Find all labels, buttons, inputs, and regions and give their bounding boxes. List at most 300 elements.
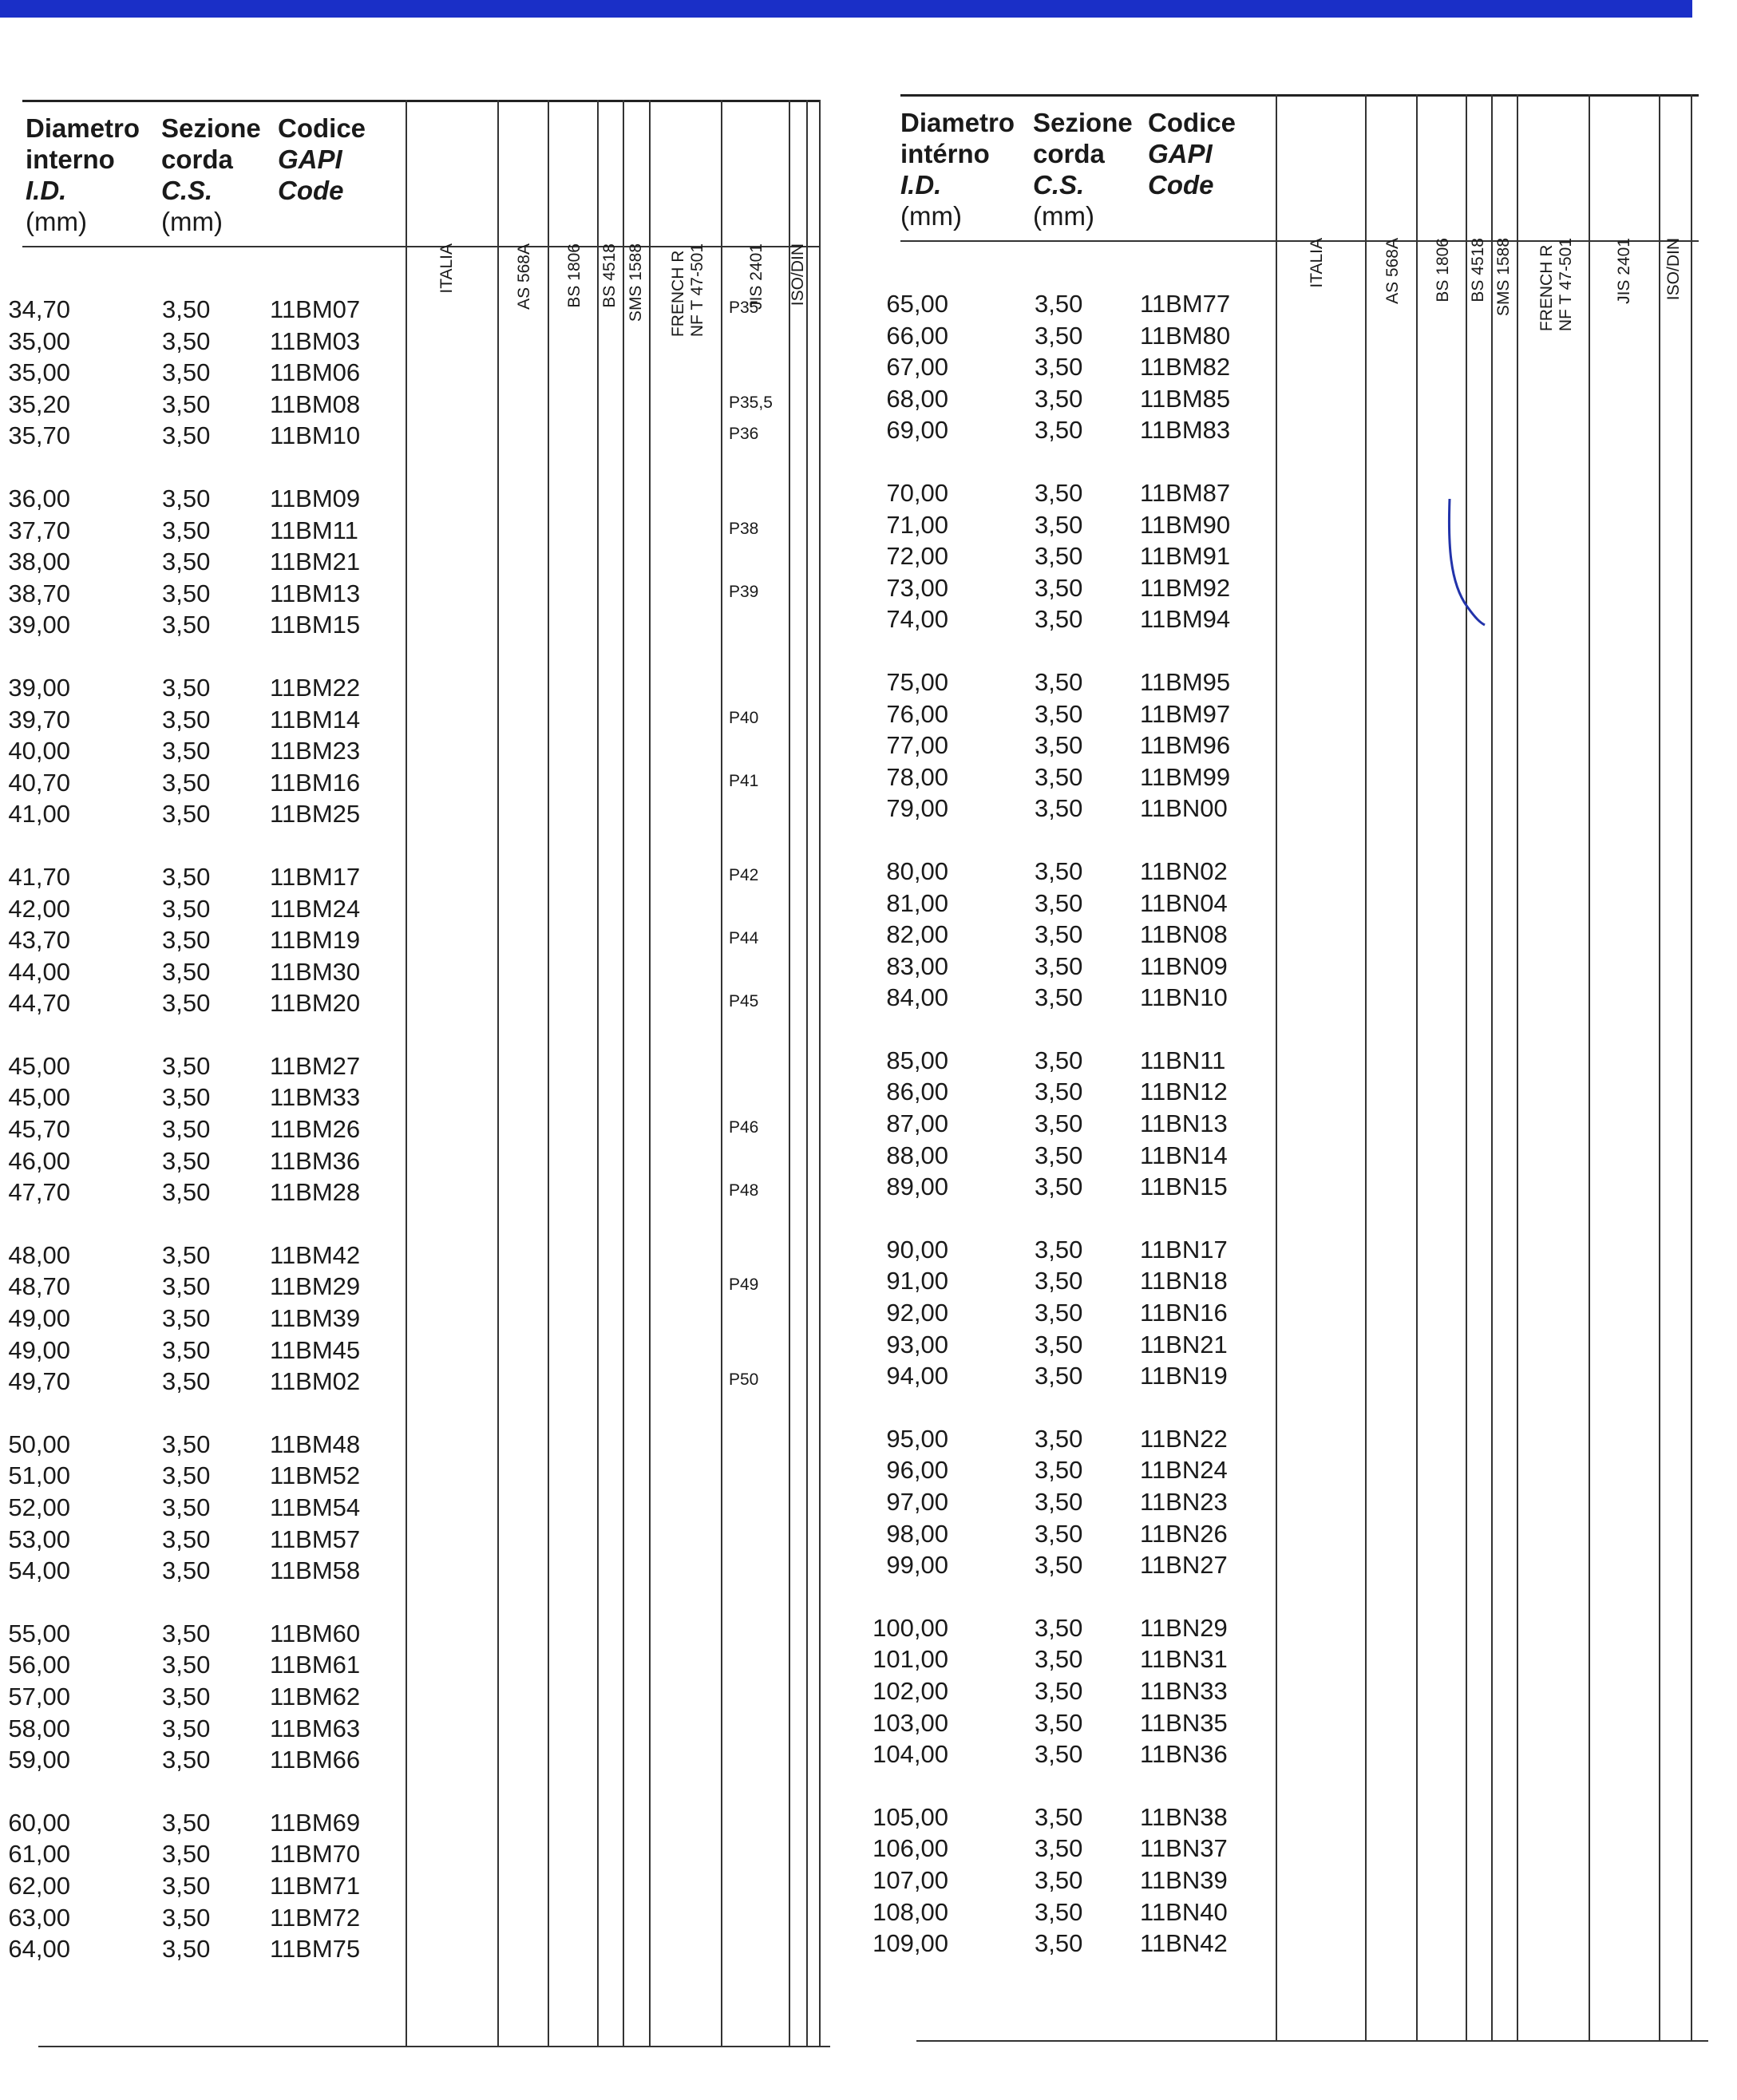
cell-inner-diameter: 61,00 [8,1840,70,1869]
cell-gapi-code: 11BN26 [1140,1519,1228,1548]
header-cross-section: Sezione corda C.S. (mm) [1033,108,1133,231]
cell-gapi-code: 11BN38 [1140,1802,1228,1831]
column-divider [1491,94,1493,2042]
cell-cross-section: 3,50 [162,1367,211,1396]
cell-gapi-code: 11BM29 [270,1272,361,1301]
cell-cross-section: 3,50 [162,926,211,955]
cell-cross-section: 3,50 [1035,951,1083,980]
cell-inner-diameter: 99,00 [886,1551,948,1580]
cell-gapi-code: 11BM58 [270,1556,361,1585]
cell-gapi-code: 11BM20 [270,989,361,1018]
cell-cross-section: 3,50 [1035,1424,1083,1453]
cell-jis-2401: P39 [729,582,759,601]
cell-jis-2401: P40 [729,708,759,727]
cell-gapi-code: 11BM26 [270,1115,361,1144]
cell-cross-section: 3,50 [162,390,211,418]
cell-inner-diameter: 89,00 [886,1173,948,1201]
cell-cross-section: 3,50 [1035,1551,1083,1580]
cell-cross-section: 3,50 [162,548,211,576]
cell-inner-diameter: 79,00 [886,794,948,823]
cell-gapi-code: 11BN27 [1140,1551,1228,1580]
cell-gapi-code: 11BM77 [1140,290,1231,318]
cell-cross-section: 3,50 [1035,510,1083,539]
cell-gapi-code: 11BM30 [270,957,361,986]
cell-inner-diameter: 35,00 [8,358,70,387]
cell-inner-diameter: 74,00 [886,605,948,634]
cell-gapi-code: 11BN02 [1140,856,1228,885]
cell-cross-section: 3,50 [162,1682,211,1710]
cell-gapi-code: 11BM95 [1140,667,1231,696]
cell-cross-section: 3,50 [1035,667,1083,696]
cell-cross-section: 3,50 [1035,1865,1083,1894]
cell-cross-section: 3,50 [162,1083,211,1112]
cell-gapi-code: 11BM24 [270,894,361,923]
cell-inner-diameter: 71,00 [886,510,948,539]
cell-gapi-code: 11BM91 [1140,542,1231,571]
cell-cross-section: 3,50 [162,611,211,639]
cell-inner-diameter: 104,00 [872,1740,948,1769]
cell-inner-diameter: 91,00 [886,1267,948,1295]
cell-inner-diameter: 35,70 [8,421,70,450]
cell-cross-section: 3,50 [1035,1456,1083,1485]
column-divider [789,100,790,2047]
cell-cross-section: 3,50 [1035,1046,1083,1074]
column-divider [497,100,499,2047]
cell-gapi-code: 11BN09 [1140,951,1228,980]
cell-cross-section: 3,50 [162,295,211,323]
cell-inner-diameter: 107,00 [872,1865,948,1894]
cell-cross-section: 3,50 [162,1714,211,1742]
cell-inner-diameter: 96,00 [886,1456,948,1485]
table-top-rule [900,94,1699,97]
cell-gapi-code: 11BM39 [270,1304,361,1333]
cell-cross-section: 3,50 [162,862,211,891]
cell-cross-section: 3,50 [162,1430,211,1458]
cell-cross-section: 3,50 [1035,1802,1083,1831]
cell-gapi-code: 11BM63 [270,1714,361,1742]
cell-inner-diameter: 86,00 [886,1078,948,1106]
cell-inner-diameter: 63,00 [8,1903,70,1932]
column-divider [721,100,722,2047]
cell-gapi-code: 11BM52 [270,1461,361,1490]
cell-gapi-code: 11BM17 [270,862,361,891]
cell-cross-section: 3,50 [1035,1834,1083,1863]
cell-inner-diameter: 48,00 [8,1240,70,1269]
cell-cross-section: 3,50 [162,1525,211,1553]
cell-gapi-code: 11BM60 [270,1619,361,1647]
cell-gapi-code: 11BN39 [1140,1865,1228,1894]
cell-inner-diameter: 41,70 [8,862,70,891]
cell-inner-diameter: 51,00 [8,1461,70,1490]
cell-gapi-code: 11BM14 [270,705,361,734]
cell-gapi-code: 11BN16 [1140,1299,1228,1327]
cell-inner-diameter: 60,00 [8,1808,70,1837]
cell-gapi-code: 11BM23 [270,737,361,765]
cell-cross-section: 3,50 [1035,1362,1083,1390]
cell-inner-diameter: 45,70 [8,1115,70,1144]
column-divider [1517,94,1518,2042]
cell-inner-diameter: 100,00 [872,1613,948,1642]
cell-inner-diameter: 50,00 [8,1430,70,1458]
cell-gapi-code: 11BN33 [1140,1676,1228,1705]
header-inner-diameter: Diametro interno I.D. (mm) [26,113,140,236]
cell-cross-section: 3,50 [162,484,211,512]
cell-gapi-code: 11BN42 [1140,1929,1228,1958]
cell-jis-2401: P35 [729,299,759,317]
cell-gapi-code: 11BN00 [1140,794,1228,823]
cell-gapi-code: 11BN12 [1140,1078,1228,1106]
cell-gapi-code: 11BM90 [1140,510,1231,539]
cell-gapi-code: 11BN23 [1140,1488,1228,1516]
cell-gapi-code: 11BN10 [1140,983,1228,1012]
cell-gapi-code: 11BM69 [270,1808,361,1837]
cell-cross-section: 3,50 [1035,1488,1083,1516]
cell-cross-section: 3,50 [1035,888,1083,917]
column-divider [1365,94,1367,2042]
cell-inner-diameter: 72,00 [886,542,948,571]
cell-inner-diameter: 78,00 [886,762,948,791]
cell-gapi-code: 11BN13 [1140,1109,1228,1138]
cell-inner-diameter: 62,00 [8,1871,70,1900]
cell-inner-diameter: 47,70 [8,1178,70,1207]
cell-gapi-code: 11BM75 [270,1935,361,1964]
cell-cross-section: 3,50 [162,1146,211,1175]
cell-cross-section: 3,50 [1035,1235,1083,1264]
cell-cross-section: 3,50 [162,768,211,797]
cell-gapi-code: 11BN14 [1140,1141,1228,1169]
cell-cross-section: 3,50 [162,989,211,1018]
cell-jis-2401: P36 [729,425,759,444]
cell-cross-section: 3,50 [1035,1613,1083,1642]
cell-jis-2401: P41 [729,771,759,790]
cell-cross-section: 3,50 [1035,983,1083,1012]
cell-gapi-code: 11BN21 [1140,1330,1228,1358]
cell-inner-diameter: 101,00 [872,1645,948,1674]
cell-inner-diameter: 39,00 [8,611,70,639]
cell-cross-section: 3,50 [1035,1708,1083,1737]
cell-cross-section: 3,50 [162,326,211,355]
cell-cross-section: 3,50 [1035,1078,1083,1106]
cell-gapi-code: 11BM66 [270,1746,361,1774]
cell-inner-diameter: 87,00 [886,1109,948,1138]
cell-cross-section: 3,50 [1035,794,1083,823]
cell-inner-diameter: 39,00 [8,673,70,702]
cell-jis-2401: P48 [729,1181,759,1200]
header-gapi-code: Codice GAPI Code [1148,108,1236,200]
right-table: Diametro intérno I.D. (mm) Sezione corda C.S. (mm) Codice GAPI Code ITALIA AS 568A BS 1806 BS 4518 SMS 1588 FRENCH R NF T 47-501 JIS 2401 ISO/DIN 65,00 3,50 11BM77 66,00 3,50 11BM80 67,00 3,50 11BM82 68,00 3,50 11BM85 69,00 3,50 11BM83 70,00 3,50 11BM87 71,00 3,50 11BM90 72,00 3,50 11BM91 73,00 3,50 11BM92 74,00 3,50 11BM94 75,00 3,50 11BM95 76,00 3,50 11BM97 77,00 3,50 11BM96 78,00 3,50 11BM99 79,00 3,50 11BN00 80,00 3,50 11BN02 81,00 3,50 11BN04 82,00 3,50 11BN08 83,00 3,50 11BN09 84,00 3,50 11BN10 85,00 3,50 11BN11 86,00 3,50 11BN12 87,00 3,50 11BN13 88,00 3,50 11BN14 89,00 3,50 11BN15 90,00 3,50 11BN17 91,00 3,50 11BN18 92,00 3,50 11BN16 93,00 3,50 11BN21 94,00 3,50 11BN19 95,00 3,50 11BN22 96,00 3,50 11BN24 97,00 3,50 11BN23 98,00 3,50 11BN26 99,00 3,50 11BN27 100,00 3,50 11BN29 101,00 3,50 11BN31 102,00 3,50 11BN33 103,00 3,50 11BN35 104,00 3,50 11BN36 105,00 3,50 11BN38 106,00 3,50 11BN37 107,00 3,50 11BN39 108,00 3,50 11BN40 109,00 3,50 11BN42 [900,94,1699,2042]
cell-cross-section: 3,50 [162,1493,211,1521]
cell-cross-section: 3,50 [1035,1645,1083,1674]
cell-inner-diameter: 57,00 [8,1682,70,1710]
cell-cross-section: 3,50 [162,737,211,765]
cell-gapi-code: 11BN31 [1140,1645,1228,1674]
cell-cross-section: 3,50 [1035,416,1083,445]
cell-cross-section: 3,50 [1035,1929,1083,1958]
cell-inner-diameter: 55,00 [8,1619,70,1647]
cell-inner-diameter: 103,00 [872,1708,948,1737]
cell-jis-2401: P50 [729,1370,759,1390]
cell-cross-section: 3,50 [1035,1141,1083,1169]
column-divider [597,100,599,2047]
cell-gapi-code: 11BN22 [1140,1424,1228,1453]
cell-cross-section: 3,50 [1035,573,1083,602]
cell-gapi-code: 11BM03 [270,326,361,355]
header-gapi-code: Codice GAPI Code [278,113,366,205]
cell-gapi-code: 11BM82 [1140,353,1231,382]
header-cross-section: Sezione corda C.S. (mm) [161,113,261,236]
cell-gapi-code: 11BM94 [1140,605,1231,634]
top-blue-bar [0,0,1692,18]
cell-inner-diameter: 95,00 [886,1424,948,1453]
cell-inner-diameter: 90,00 [886,1235,948,1264]
cell-cross-section: 3,50 [1035,1740,1083,1769]
cell-inner-diameter: 77,00 [886,731,948,760]
cell-gapi-code: 11BM10 [270,421,361,450]
cell-cross-section: 3,50 [162,1051,211,1080]
cell-gapi-code: 11BM19 [270,926,361,955]
cell-gapi-code: 11BM99 [1140,762,1231,791]
cell-inner-diameter: 66,00 [886,321,948,350]
cell-gapi-code: 11BM11 [270,516,358,544]
cell-inner-diameter: 106,00 [872,1834,948,1863]
cell-cross-section: 3,50 [1035,353,1083,382]
cell-gapi-code: 11BM45 [270,1335,361,1364]
cell-inner-diameter: 105,00 [872,1802,948,1831]
cell-inner-diameter: 88,00 [886,1141,948,1169]
cell-gapi-code: 11BM16 [270,768,361,797]
cell-cross-section: 3,50 [1035,1897,1083,1926]
cell-gapi-code: 11BN40 [1140,1897,1228,1926]
cell-cross-section: 3,50 [1035,1109,1083,1138]
column-divider [548,100,549,2047]
cell-gapi-code: 11BM07 [270,295,361,323]
cell-gapi-code: 11BM48 [270,1430,361,1458]
cell-inner-diameter: 49,70 [8,1367,70,1396]
cell-cross-section: 3,50 [162,1871,211,1900]
cell-inner-diameter: 75,00 [886,667,948,696]
cell-inner-diameter: 46,00 [8,1146,70,1175]
pen-mark [1445,495,1493,639]
cell-gapi-code: 11BM83 [1140,416,1231,445]
column-divider [1691,94,1692,2042]
column-divider [1589,94,1590,2042]
cell-inner-diameter: 53,00 [8,1525,70,1553]
cell-inner-diameter: 36,00 [8,484,70,512]
cell-cross-section: 3,50 [162,1556,211,1585]
cell-inner-diameter: 52,00 [8,1493,70,1521]
cell-inner-diameter: 85,00 [886,1046,948,1074]
cell-gapi-code: 11BN15 [1140,1173,1228,1201]
cell-cross-section: 3,50 [162,1178,211,1207]
column-divider [623,100,624,2047]
cell-gapi-code: 11BM09 [270,484,361,512]
cell-inner-diameter: 67,00 [886,353,948,382]
cell-cross-section: 3,50 [1035,1267,1083,1295]
cell-inner-diameter: 42,00 [8,894,70,923]
cell-gapi-code: 11BM42 [270,1240,361,1269]
cell-inner-diameter: 59,00 [8,1746,70,1774]
cell-inner-diameter: 43,70 [8,926,70,955]
cell-cross-section: 3,50 [1035,731,1083,760]
cell-gapi-code: 11BM97 [1140,699,1231,728]
cell-gapi-code: 11BN19 [1140,1362,1228,1390]
cell-cross-section: 3,50 [1035,384,1083,413]
cell-cross-section: 3,50 [162,516,211,544]
cell-gapi-code: 11BN24 [1140,1456,1228,1485]
cell-inner-diameter: 49,00 [8,1335,70,1364]
column-divider [1659,94,1660,2042]
cell-gapi-code: 11BN35 [1140,1708,1228,1737]
cell-cross-section: 3,50 [162,1115,211,1144]
cell-cross-section: 3,50 [1035,699,1083,728]
cell-cross-section: 3,50 [162,1746,211,1774]
cell-inner-diameter: 69,00 [886,416,948,445]
cell-inner-diameter: 102,00 [872,1676,948,1705]
cell-inner-diameter: 45,00 [8,1051,70,1080]
cell-inner-diameter: 83,00 [886,951,948,980]
cell-cross-section: 3,50 [162,1935,211,1964]
header-rule [900,240,1699,242]
cell-gapi-code: 11BM87 [1140,478,1231,507]
cell-cross-section: 3,50 [1035,605,1083,634]
cell-cross-section: 3,50 [1035,1299,1083,1327]
cell-cross-section: 3,50 [162,579,211,607]
cell-cross-section: 3,50 [162,421,211,450]
cell-gapi-code: 11BN08 [1140,920,1228,949]
cell-gapi-code: 11BN18 [1140,1267,1228,1295]
cell-inner-diameter: 70,00 [886,478,948,507]
cell-inner-diameter: 56,00 [8,1651,70,1679]
cell-gapi-code: 11BM54 [270,1493,361,1521]
cell-gapi-code: 11BN17 [1140,1235,1228,1264]
cell-gapi-code: 11BM92 [1140,573,1231,602]
cell-gapi-code: 11BN36 [1140,1740,1228,1769]
cell-cross-section: 3,50 [162,1304,211,1333]
cell-inner-diameter: 38,70 [8,579,70,607]
cell-cross-section: 3,50 [162,1461,211,1490]
cell-gapi-code: 11BM27 [270,1051,361,1080]
cell-inner-diameter: 97,00 [886,1488,948,1516]
cell-gapi-code: 11BM21 [270,548,361,576]
cell-cross-section: 3,50 [1035,1676,1083,1705]
cell-inner-diameter: 65,00 [886,290,948,318]
cell-gapi-code: 11BN29 [1140,1613,1228,1642]
cell-cross-section: 3,50 [1035,478,1083,507]
cell-gapi-code: 11BN11 [1140,1046,1226,1074]
cell-cross-section: 3,50 [162,894,211,923]
cell-inner-diameter: 58,00 [8,1714,70,1742]
cell-cross-section: 3,50 [162,800,211,829]
cell-jis-2401: P46 [729,1118,759,1137]
cell-gapi-code: 11BM70 [270,1840,361,1869]
cell-cross-section: 3,50 [1035,762,1083,791]
cell-gapi-code: 11BM71 [270,1871,361,1900]
left-table: Diametro interno I.D. (mm) Sezione corda C.S. (mm) Codice GAPI Code ITALIA AS 568A BS 1806 BS 4518 SMS 1588 FRENCH R NF T 47-501 JIS 2401 ISO/DIN 34,70 3,50 11BM07 P35 35,00 3,50 11BM03 35,00 3,50 11BM06 35,20 3,50 11BM08 P35,5 35,70 3,50 11BM10 P36 36,00 3,50 11BM09 37,70 3,50 11BM11 P38 38,00 3,50 11BM21 38,70 3,50 11BM13 P39 39,00 3,50 11BM15 39,00 3,50 11BM22 39,70 3,50 11BM14 P40 40,00 3,50 11BM23 40,70 3,50 11BM16 P41 41,00 3,50 11BM25 41,70 3,50 11BM17 P42 42,00 3,50 11BM24 43,70 3,50 11BM19 P44 44,00 3,50 11BM30 44,70 3,50 11BM20 P45 45,00 3,50 11BM27 45,00 3,50 11BM33 45,70 3,50 11BM26 P46 46,00 3,50 11BM36 47,70 3,50 11BM28 P48 48,00 3,50 11BM42 48,70 3,50 11BM29 P49 49,00 3,50 11BM39 49,00 3,50 11BM45 49,70 3,50 11BM02 P50 50,00 3,50 11BM48 51,00 3,50 11BM52 52,00 3,50 11BM54 53,00 3,50 11BM57 54,00 3,50 11BM58 55,00 3,50 11BM60 56,00 3,50 11BM61 57,00 3,50 11BM62 58,00 3,50 11BM63 59,00 3,50 11BM66 60,00 3,50 11BM69 61,00 3,50 11BM70 62,00 3,50 11BM71 63,00 3,50 11BM72 64,00 3,50 11BM75 [22,100,821,2047]
column-divider [649,100,651,2047]
cell-inner-diameter: 92,00 [886,1299,948,1327]
cell-inner-diameter: 48,70 [8,1272,70,1301]
cell-gapi-code: 11BN04 [1140,888,1228,917]
cell-cross-section: 3,50 [1035,321,1083,350]
cell-cross-section: 3,50 [1035,856,1083,885]
cell-jis-2401: P42 [729,865,759,884]
cell-gapi-code: 11BM33 [270,1083,361,1112]
column-divider [1416,94,1418,2042]
cell-cross-section: 3,50 [162,1808,211,1837]
cell-inner-diameter: 64,00 [8,1935,70,1964]
cell-inner-diameter: 37,70 [8,516,70,544]
table-top-rule [22,100,821,102]
column-divider [1276,94,1277,2042]
cell-gapi-code: 11BM36 [270,1146,361,1175]
column-divider [406,100,407,2047]
cell-gapi-code: 11BM28 [270,1178,361,1207]
cell-gapi-code: 11BM25 [270,800,361,829]
cell-gapi-code: 11BN37 [1140,1834,1228,1863]
cell-inner-diameter: 40,70 [8,768,70,797]
cell-jis-2401: P49 [729,1275,759,1295]
cell-inner-diameter: 44,00 [8,957,70,986]
cell-gapi-code: 11BM85 [1140,384,1231,413]
cell-jis-2401: P38 [729,519,759,538]
cell-cross-section: 3,50 [162,957,211,986]
cell-gapi-code: 11BM02 [270,1367,361,1396]
cell-inner-diameter: 44,70 [8,989,70,1018]
cell-cross-section: 3,50 [162,1903,211,1932]
cell-gapi-code: 11BM62 [270,1682,361,1710]
cell-inner-diameter: 38,00 [8,548,70,576]
cell-inner-diameter: 108,00 [872,1897,948,1926]
cell-cross-section: 3,50 [1035,1173,1083,1201]
cell-cross-section: 3,50 [162,705,211,734]
cell-inner-diameter: 49,00 [8,1304,70,1333]
cell-cross-section: 3,50 [1035,1519,1083,1548]
cell-cross-section: 3,50 [162,358,211,387]
cell-gapi-code: 11BM06 [270,358,361,387]
cell-gapi-code: 11BM72 [270,1903,361,1932]
cell-inner-diameter: 35,00 [8,326,70,355]
cell-inner-diameter: 41,00 [8,800,70,829]
column-divider [806,100,808,2047]
cell-inner-diameter: 82,00 [886,920,948,949]
cell-jis-2401: P35,5 [729,393,773,412]
cell-cross-section: 3,50 [162,1272,211,1301]
cell-inner-diameter: 109,00 [872,1929,948,1958]
cell-cross-section: 3,50 [162,673,211,702]
cell-inner-diameter: 54,00 [8,1556,70,1585]
cell-gapi-code: 11BM08 [270,390,361,418]
cell-inner-diameter: 39,70 [8,705,70,734]
cell-inner-diameter: 94,00 [886,1362,948,1390]
cell-cross-section: 3,50 [162,1651,211,1679]
cell-inner-diameter: 76,00 [886,699,948,728]
cell-gapi-code: 11BM96 [1140,731,1231,760]
cell-cross-section: 3,50 [1035,920,1083,949]
cell-inner-diameter: 80,00 [886,856,948,885]
cell-cross-section: 3,50 [162,1619,211,1647]
cell-inner-diameter: 93,00 [886,1330,948,1358]
table-bottom-rule [38,2046,830,2047]
cell-cross-section: 3,50 [162,1840,211,1869]
cell-jis-2401: P44 [729,929,759,948]
header-inner-diameter: Diametro intérno I.D. (mm) [900,108,1015,231]
cell-inner-diameter: 34,70 [8,295,70,323]
cell-inner-diameter: 98,00 [886,1519,948,1548]
cell-cross-section: 3,50 [1035,290,1083,318]
cell-inner-diameter: 81,00 [886,888,948,917]
column-divider [1466,94,1467,2042]
cell-inner-diameter: 73,00 [886,573,948,602]
